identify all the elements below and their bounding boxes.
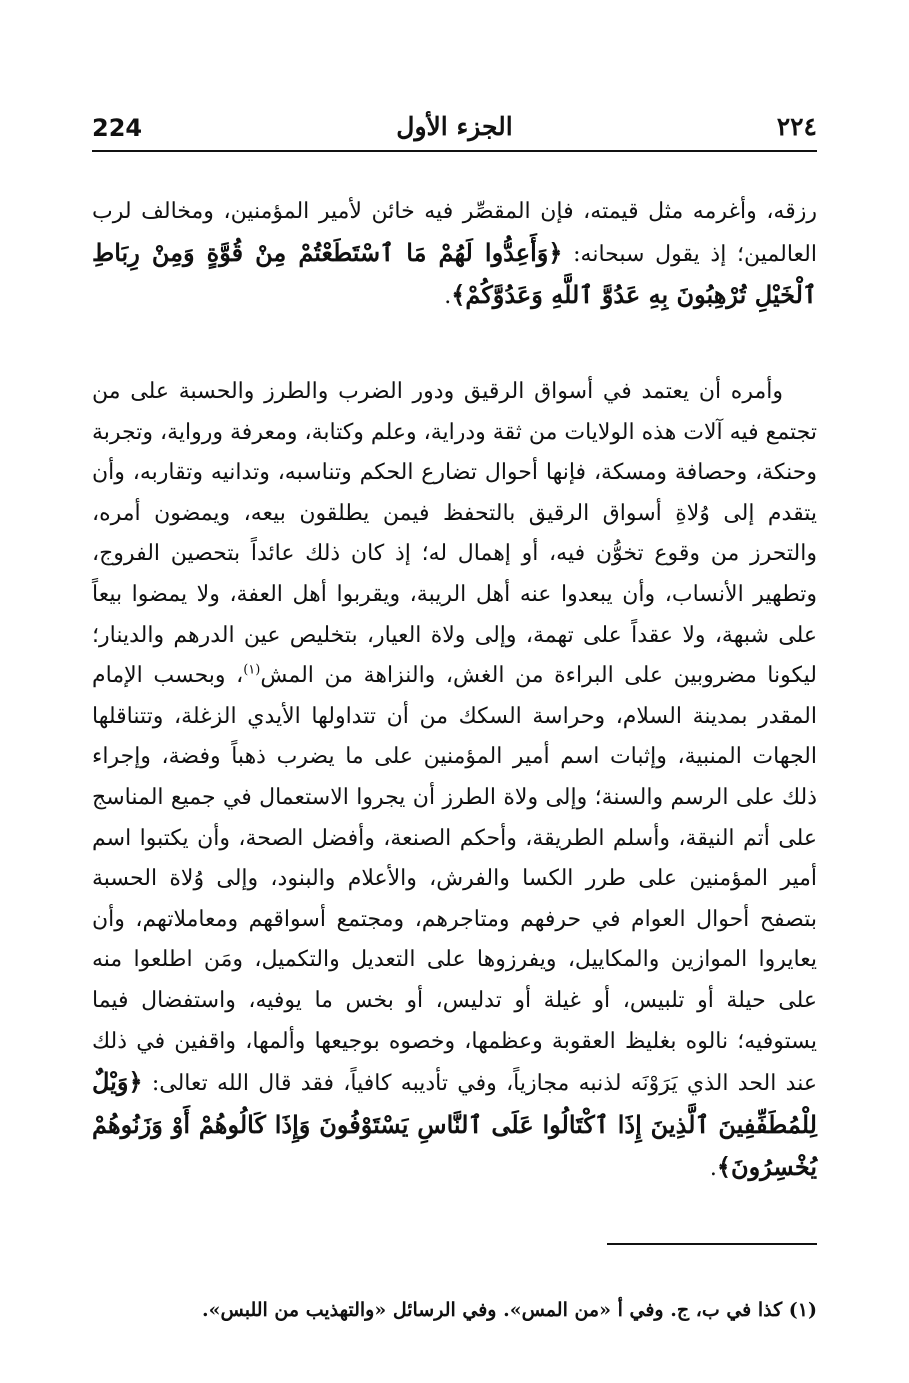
paragraph-1-end: .: [444, 284, 452, 310]
quran-verse-1: ﴿وَأَعِدُّوا لَهُمْ مَا ٱسْتَطَعْتُمْ مِنْ قُوَّةٍ وَمِنْ رِبَاطِ ٱلْخَيْلِ تُرْهِبُونَ بِهِ عَدُوَّ ٱللَّهِ وَعَدُوَّكُمْ﴾: [92, 237, 817, 310]
paragraph-2: [92, 372, 817, 1190]
footnote: (١) كذا في ب، ج. وفي أ «من المس». وفي الرسائل «والتهذيب من اللبس».: [202, 1299, 817, 1321]
paragraph-1-text: رزقه، وأغرمه مثل قيمته، فإن المقصِّر فيه خائن لأمير المؤمنين، ومخالف لرب العالمين؛ إذ يقول سبحانه:: [92, 199, 817, 267]
header-rule: [92, 150, 817, 152]
paragraph-2-text-continued: ، وبحسب الإمام المقدر بمدينة السلام، وحراسة السكك من أن تتداولها الأيدي الزغلة، وتتناقلها الجهات المنبية، وإثبات اسم أمير المؤمنين على ما يضرب ذهباً وفضة، وإجراء ذلك على الرسم والسنة؛ وإلى ولاة الطرز أن يجروا الاستعمال في جميع المناسج على أتم النيقة، وأسلم الطريقة، وأحكم الصنعة، وأفضل الصحة، وأن يكتبوا اسم أمير المؤمنين على طرر الكسا والفرش، والأعلام والبنود، وإلى وُلاة الحسبة بتصفح أحوال العوام في حرفهم ومتاجرهم، ومجتمع أسواقهم ومعاملاتهم، وأن يعايروا الموازين والمكاييل، ويفرزوها على التعديل والتكميل، ومَن اطلعوا منه على حيلة أو تلبيس، أو غيلة أو تدليس، أو بخس ما يوفيه، واستفضال فيما يستوفيه؛ نالوه بغليظ العقوبة وعظمها، وخصوه بوجيعها وألمها، واقفين في ذلك عند الحد الذي يَرَوْنَه لذنبه مجازياً، وفي تأديبه كافياً، فقد قال الله تعالى:: [92, 663, 817, 1097]
paragraph-1: [92, 192, 817, 318]
footnote-marker: (١): [243, 662, 261, 678]
paragraph-2-text: وأمره أن يعتمد في أسواق الرقيق ودور الضرب والطرز والحسبة على من تجتمع فيه آلات هذه الولايات من ثقة ودراية، وعلم وكتابة، ومعرفة ورواية، وتجربة وحنكة، وحصافة ومسكة، فإنها أحوال تضارع الحكم وتناسبه، وتدانيه وتقاربه، وأن يتقدم إلى وُلاةِ أسواق الرقيق بالتحفظ فيمن يطلقون بيعه، ويمضون أمره، والتحرز من وقوع تخوُّن فيه، أو إهمال له؛ إذ كان ذلك عائداً بتحصين الفروج، وتطهير الأنساب، وأن يبعدوا عنه أهل الريبة، ويقربوا أهل العفة، ولا يمضوا بيعاً على شبهة، ولا عقداً على تهمة، وإلى ولاة العيار، بتخليص عين الدرهم والدينار؛ ليكونا مضروبين على البراءة من الغش، والنزاهة من المش: [92, 379, 817, 689]
page-number-arabic: ٢٢٤: [776, 112, 817, 141]
running-title: الجزء الأول: [396, 112, 513, 141]
paragraph-2-end: .: [709, 1156, 717, 1182]
page-header: [92, 110, 817, 146]
quran-verse-2: ﴿وَيْلٌ لِلْمُطَفِّفِينَ ٱلَّذِينَ إِذَا ٱكْتَالُوا عَلَى ٱلنَّاسِ يَسْتَوْفُونَ وَإِذَا كَالُوهُمْ أَوْ وَزَنُوهُمْ يُخْسِرُونَ﴾: [92, 1067, 817, 1182]
page-number-latin: 224: [92, 114, 143, 142]
footnote-rule: [607, 1243, 817, 1245]
